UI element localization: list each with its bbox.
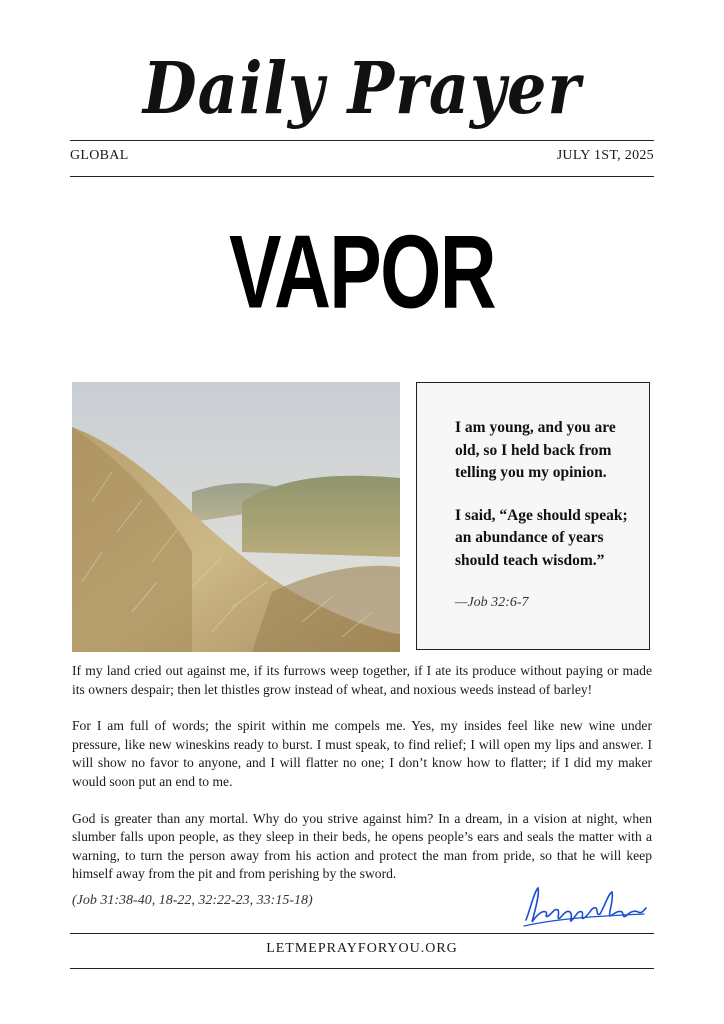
- scripture-citation: (Job 31:38-40, 18-22, 32:22-23, 33:15-18): [72, 893, 313, 908]
- body-text: [72, 662, 652, 902]
- masthead-title: Daily Prayer: [142, 46, 582, 131]
- headline: VAPOR: [229, 214, 495, 331]
- divider: [70, 933, 654, 934]
- footer-url[interactable]: LETMEPRAYFORYOU.ORG: [266, 941, 458, 956]
- body-paragraph: For I am full of words; the spirit within me compels me. Yes, my insides feel like new wine under pressure, like new wineskins ready to burst. I must speak, to find relief; I will open my lips and answer. I will show no favor to anyone, and I will flatter no one; I don’t know how to flatter; if I did my maker would soon put an end to me.: [72, 718, 652, 789]
- dateline-date: JULY 1ST, 2025: [556, 148, 654, 163]
- landscape-photo: [72, 382, 400, 652]
- dateline-location: GLOBAL: [70, 148, 129, 163]
- scripture-quote: [455, 417, 635, 592]
- divider: [70, 140, 654, 141]
- dateline: [70, 148, 654, 164]
- quote-paragraph: I said, “Age should speak; an abundance of years should teach wisdom.”: [455, 506, 628, 569]
- quote-reference: —Job 32:6-7: [455, 595, 529, 610]
- quote-paragraph: I am young, and you are old, so I held back from telling you my opinion.: [455, 419, 616, 481]
- body-paragraph: If my land cried out against me, if its furrows weep together, if I ate its produce without paying or made its owners despair; then let thistles grow instead of wheat, and noxious weeds instead of barley!: [72, 663, 652, 697]
- body-paragraph: God is greater than any mortal. Why do you strive against him? In a dream, in a vision at night, when slumber falls upon people, as they sleep in their beds, he opens people’s ears and seals the matter with a warning, to turn the person away from his action and protect the man from pride, so that he will keep himself away from the pit and from perishing by the sword.: [72, 810, 652, 882]
- scripture-quote-box: [416, 382, 650, 650]
- signature: [520, 880, 650, 930]
- divider: [70, 968, 654, 969]
- divider: [70, 176, 654, 177]
